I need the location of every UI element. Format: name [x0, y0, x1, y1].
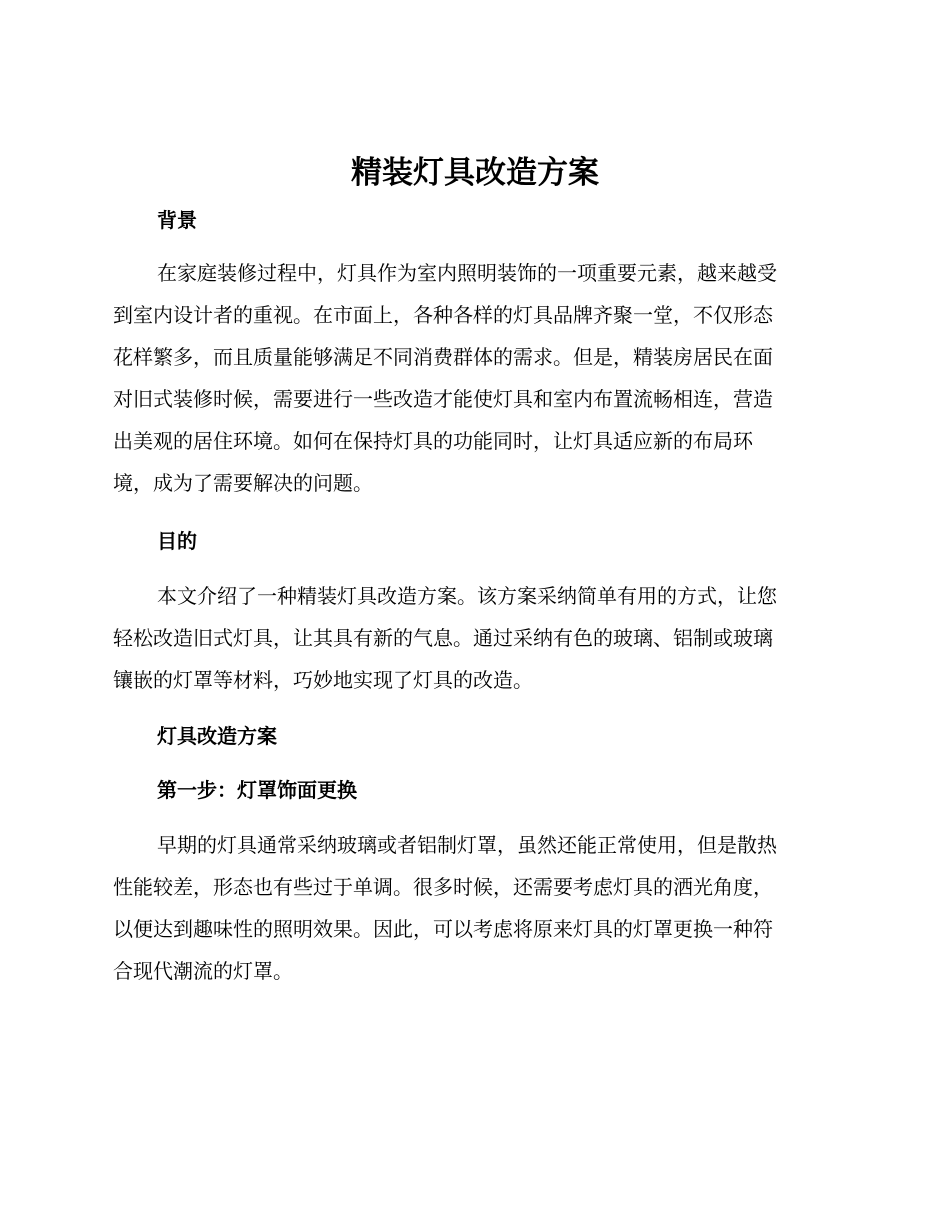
- paragraph-line: 出美观的居住环境。如何在保持灯具的功能同时，让灯具适应新的布局环: [113, 429, 753, 453]
- paragraph-line: 境，成为了需要解决的问题。: [113, 471, 373, 495]
- paragraph-line: 以便达到趣味性的照明效果。因此，可以考虑将原来灯具的灯罩更换一种符: [113, 917, 773, 941]
- paragraph-line: 镶嵌的灯罩等材料，巧妙地实现了灯具的改造。: [113, 668, 533, 692]
- document-title: 精装灯具改造方案: [351, 155, 599, 191]
- paragraph-line: 合现代潮流的灯罩。: [113, 959, 293, 983]
- paragraph-purpose: [113, 575, 838, 701]
- section-heading-background: 背景: [157, 208, 197, 232]
- paragraph-step-one: [113, 824, 838, 992]
- paragraph-line: 性能较差，形态也有些过于单调。很多时候，还需要考虑灯具的洒光角度，: [113, 875, 773, 899]
- section-heading-purpose: 目的: [157, 529, 197, 553]
- section-heading-plan: 灯具改造方案: [157, 724, 277, 748]
- paragraph-line: 轻松改造旧式灯具，让其具有新的气息。通过采纳有色的玻璃、铝制或玻璃: [113, 626, 773, 650]
- paragraph-background: [113, 252, 838, 504]
- paragraph-line: 对旧式装修时候，需要进行一些改造才能使灯具和室内布置流畅相连，营造: [113, 387, 773, 411]
- section-heading-step-one: 第一步：灯罩饰面更换: [157, 778, 357, 802]
- paragraph-line: 早期的灯具通常采纳玻璃或者铝制灯罩，虽然还能正常使用，但是散热: [157, 833, 777, 857]
- paragraph-line: 在家庭装修过程中，灯具作为室内照明装饰的一项重要元素，越来越受: [157, 261, 777, 285]
- paragraph-line: 花样繁多，而且质量能够满足不同消费群体的需求。但是，精装房居民在面: [113, 345, 773, 369]
- paragraph-line: 到室内设计者的重视。在市面上，各种各样的灯具品牌齐聚一堂，不仅形态: [113, 303, 773, 327]
- paragraph-line: 本文介绍了一种精装灯具改造方案。该方案采纳简单有用的方式，让您: [157, 584, 777, 608]
